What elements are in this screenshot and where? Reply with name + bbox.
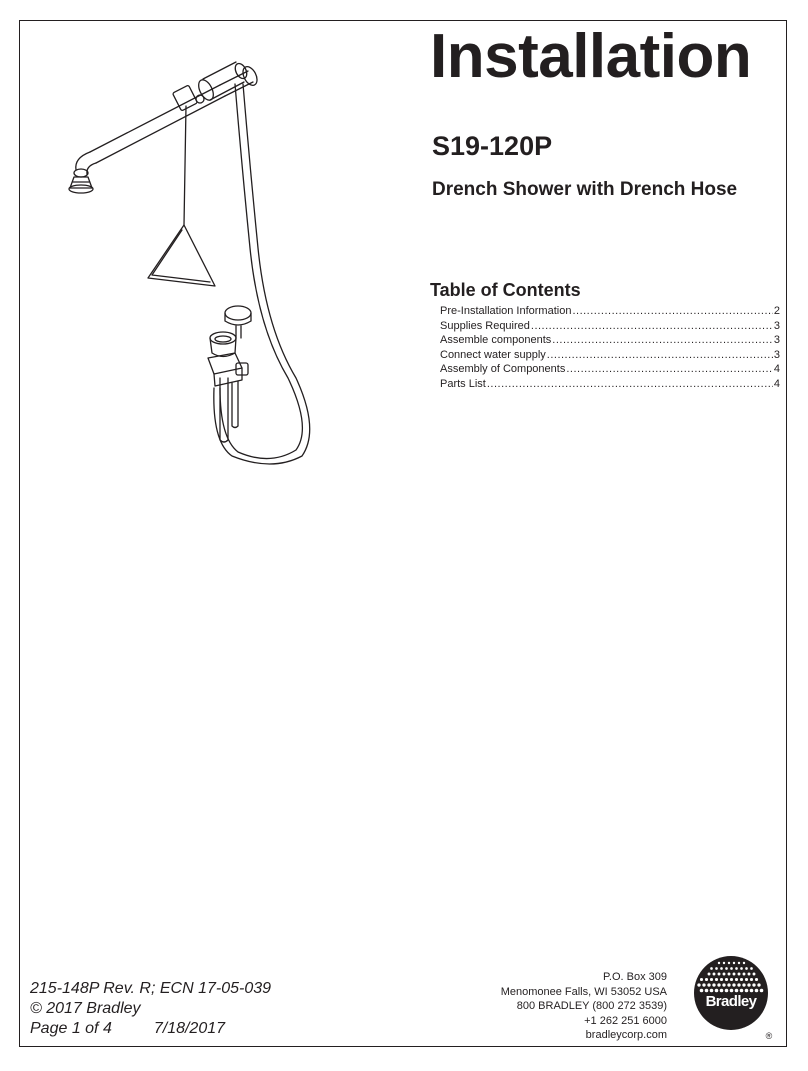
logo-dot (728, 962, 730, 964)
logo-dot (755, 978, 758, 981)
toc-item[interactable] (440, 319, 780, 334)
address-line: 800 BRADLEY (800 272 3539) (516, 1000, 667, 1012)
doc-number: 215-148P Rev. R; ECN 17-05-039 (30, 980, 272, 997)
logo-dot (725, 967, 728, 970)
logo-dot (720, 967, 723, 970)
toc-item-page: 2 (773, 305, 780, 317)
logo-dot (752, 983, 755, 986)
logo-dot (738, 973, 741, 976)
toc-item-page: 4 (773, 363, 780, 375)
logo-dot (735, 989, 739, 993)
logo-dot (710, 978, 713, 981)
toc-item-label: Parts List (440, 377, 486, 390)
logo-dot (732, 983, 735, 986)
logo-dot (745, 978, 748, 981)
toc-item-page: 3 (773, 334, 780, 346)
product-subtitle: Drench Shower with Drench Hose (432, 179, 738, 200)
copyright: © 2017 Bradley (30, 1000, 141, 1017)
logo-dot (750, 978, 753, 981)
logo-dot (737, 983, 740, 986)
website-link[interactable]: bradleycorp.com (585, 1029, 667, 1041)
logo-dot (743, 973, 746, 976)
logo-dot (753, 973, 756, 976)
logo-dot (707, 983, 710, 986)
logo-dot (725, 978, 728, 981)
logo-dot (745, 989, 749, 993)
logo-dot (720, 989, 724, 993)
logo-dot (715, 967, 718, 970)
logo-dot (740, 989, 744, 993)
logo-dot (757, 983, 760, 986)
address-line: +1 262 251 6000 (584, 1014, 667, 1027)
toc-item[interactable] (440, 377, 780, 392)
logo-dot (740, 967, 743, 970)
page-number: Page 1 of 4 (30, 1020, 112, 1037)
logo-dot (712, 983, 715, 986)
toc-item-page: 3 (773, 319, 780, 332)
logo-dot (755, 989, 759, 993)
logo-dot (705, 989, 709, 993)
logo-dot (715, 989, 719, 993)
logo-dot (718, 973, 721, 976)
toc-item-label: Pre-Installation Information (440, 305, 572, 317)
toc-item-label: Assemble components (440, 334, 552, 346)
logo-dot (700, 989, 704, 993)
logo-dot (735, 978, 738, 981)
logo-dot (743, 962, 745, 964)
logo-dot (747, 983, 750, 986)
bradley-logo (693, 951, 775, 1041)
document-info (30, 979, 271, 1039)
logo-dot (702, 983, 705, 986)
page-title: Installation (430, 22, 752, 91)
logo-dot (710, 989, 714, 993)
logo-dot (730, 978, 733, 981)
logo-dot (748, 973, 751, 976)
drench-shower-illustration (60, 48, 330, 468)
toc-item[interactable] (440, 333, 780, 348)
address-line: P.O. Box 309 (602, 971, 667, 983)
logo-dot (717, 983, 720, 986)
toc-item-page: 3 (773, 348, 780, 361)
address-line: Menomonee Falls, WI 53052 USA (500, 985, 667, 998)
logo-dot (733, 962, 735, 964)
registered-mark: ® (765, 1031, 773, 1041)
toc-item[interactable] (440, 348, 780, 363)
table-of-contents (440, 304, 780, 391)
toc-item[interactable] (440, 304, 780, 319)
logo-dot (727, 983, 730, 986)
logo-dot (715, 978, 718, 981)
logo-dot (718, 962, 720, 964)
toc-heading: Table of Contents (430, 280, 581, 300)
logo-dot (730, 967, 733, 970)
toc-item[interactable] (440, 362, 780, 377)
logo-dot (735, 967, 738, 970)
model-number: S19-120P (432, 131, 553, 161)
logo-dot (723, 962, 725, 964)
logo-dot (760, 989, 764, 993)
logo-dot (722, 983, 725, 986)
logo-dot (720, 978, 723, 981)
logo-dot (697, 983, 700, 986)
logo-dot (728, 973, 731, 976)
logo-wordmark: Bradley (705, 993, 757, 1010)
logo-dot (700, 978, 703, 981)
logo-dot (733, 973, 736, 976)
company-address (501, 970, 667, 1043)
logo-dot (705, 978, 708, 981)
logo-dot (710, 967, 713, 970)
logo-dot (750, 989, 754, 993)
logo-dot (713, 973, 716, 976)
logo-dot (740, 978, 743, 981)
publish-date: 7/18/2017 (153, 1020, 226, 1037)
logo-dot (745, 967, 748, 970)
toc-item-label: Supplies Required (440, 319, 530, 332)
toc-item-page: 4 (773, 377, 780, 390)
logo-dot (742, 983, 745, 986)
logo-dot (738, 962, 740, 964)
logo-dot (723, 973, 726, 976)
logo-dot (750, 967, 753, 970)
logo-dot (730, 989, 734, 993)
toc-item-label: Assembly of Components (440, 363, 566, 375)
toc-item-label: Connect water supply (440, 348, 546, 361)
logo-dot (725, 989, 729, 993)
logo-dot (708, 973, 711, 976)
